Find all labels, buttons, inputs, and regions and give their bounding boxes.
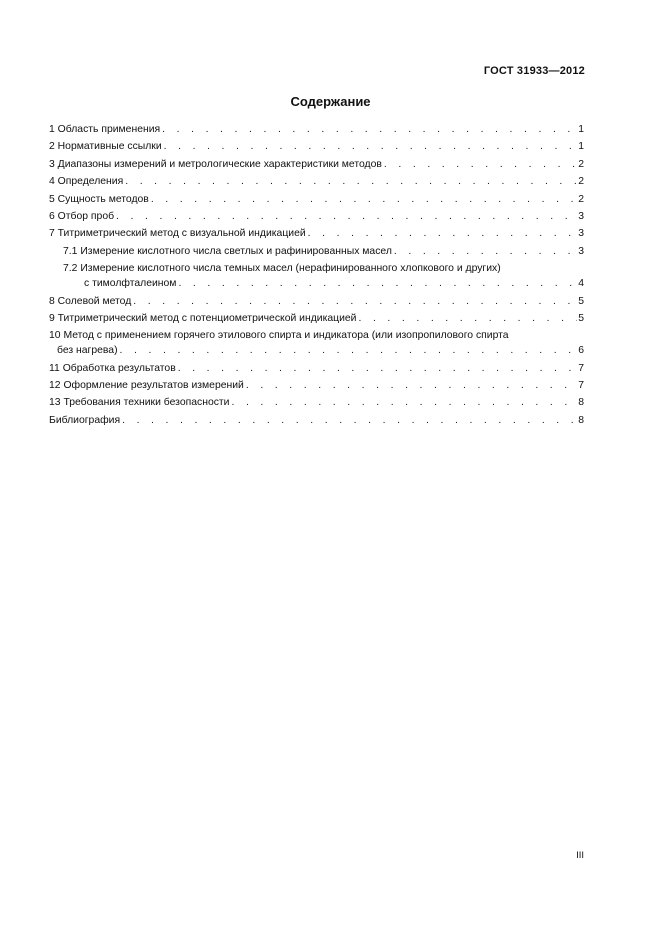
toc-entry-title: Диапазоны измерений и метрологические характеристики методов	[57, 158, 382, 170]
toc-entry-number: 10	[49, 330, 64, 342]
dot-leader	[160, 122, 577, 137]
toc-entry-number: 2	[49, 141, 58, 153]
toc-entry-number: 1	[49, 124, 58, 135]
page-number: III	[576, 850, 584, 861]
dot-leader	[118, 343, 578, 358]
toc-entry-number: 7	[49, 228, 58, 240]
toc-entry-title: Солевой метод	[57, 295, 132, 307]
toc-entry-12[interactable]	[49, 378, 584, 393]
toc-entry-title-continued: с тимолфталеином	[84, 278, 177, 290]
toc-entry-8[interactable]	[49, 294, 584, 309]
toc-entry-title: Титриметрический метод с визуальной индикацией	[57, 228, 306, 240]
toc-entry-number: 6	[49, 210, 58, 222]
toc-entry-title-continued: без нагрева)	[57, 345, 118, 357]
toc-entry-title: Нормативные ссылки	[57, 141, 162, 153]
toc-entry-title: Отбор проб	[57, 210, 115, 222]
toc-entry-number: 11	[49, 362, 63, 374]
toc-entry-10[interactable]	[49, 328, 584, 358]
toc-entry-page: 1	[578, 124, 584, 135]
toc-entry-title: Титриметрический метод с потенциометрической индикацией	[57, 312, 357, 324]
toc-entry-page: 8	[578, 414, 584, 426]
toc-entry-number: 7.2	[63, 263, 81, 275]
dot-leader	[162, 139, 578, 154]
toc-entry-5[interactable]	[49, 192, 584, 207]
toc-entry-page: 5	[578, 295, 584, 307]
toc-entry-page: 3	[578, 210, 584, 222]
toc-entry-number: 3	[49, 158, 58, 170]
toc-entry-title: Оформление результатов измерений	[63, 380, 244, 392]
toc-entry-title: Обработка результатов	[62, 362, 176, 374]
toc-entry-1[interactable]	[49, 122, 584, 137]
toc-entry-title: Определения	[57, 176, 124, 188]
toc-entry-6[interactable]	[49, 209, 584, 224]
toc-entry-title: Измерение кислотного числа светлых и рафинированных масел	[80, 245, 392, 257]
standard-code: ГОСТ 31933—2012	[483, 65, 585, 77]
toc-entry-7-2[interactable]	[49, 261, 584, 291]
dot-leader	[392, 244, 577, 259]
toc-entry-number: 8	[49, 295, 58, 307]
toc-entry-13[interactable]	[49, 395, 584, 410]
toc-entry-number: 5	[49, 193, 58, 205]
dot-leader	[176, 276, 577, 291]
toc-entry-11[interactable]	[49, 361, 584, 376]
dot-leader	[149, 192, 577, 207]
toc-entry-number: 9	[49, 312, 58, 324]
toc-entry-bibliography[interactable]	[49, 413, 584, 428]
toc-entry-number: 13	[49, 397, 64, 409]
dot-leader	[306, 226, 578, 241]
dot-leader	[114, 209, 577, 224]
toc-entry-page: 2	[578, 176, 584, 188]
dot-leader	[120, 413, 577, 428]
toc-entry-title: Метод с применением горячего этилового спирта и индикатора (или изопропилового спирта	[63, 330, 509, 342]
toc-entry-3[interactable]	[49, 157, 584, 172]
toc-entry-title: Измерение кислотного числа темных масел (нерафинированного хлопкового и других)	[80, 263, 501, 275]
toc-entry-page: 2	[578, 158, 584, 170]
toc-entry-number: 4	[49, 176, 58, 188]
dot-leader	[229, 395, 577, 410]
toc-entry-7[interactable]	[49, 226, 584, 241]
toc-entry-page: 7	[578, 362, 584, 374]
toc-entry-title: Требования техники безопасности	[63, 397, 230, 409]
toc-entry-title: Область применения	[57, 124, 161, 135]
dot-leader	[131, 294, 577, 309]
toc-entry-7-1[interactable]	[49, 244, 584, 259]
dot-leader	[382, 157, 577, 172]
toc-entry-2[interactable]	[49, 139, 584, 154]
toc-entry-page: 5	[578, 312, 584, 324]
toc-entry-number: 7.1	[63, 245, 81, 257]
toc-entry-9[interactable]	[49, 311, 584, 326]
toc-entry-page: 4	[578, 278, 584, 290]
dot-leader	[123, 174, 577, 189]
table-of-contents	[49, 122, 584, 430]
toc-entry-page: 3	[578, 228, 584, 240]
toc-entry-page: 6	[578, 345, 584, 357]
toc-entry-title: Библиография	[49, 414, 121, 426]
toc-entry-title: Сущность методов	[57, 193, 149, 205]
toc-entry-number: 12	[49, 380, 64, 392]
toc-entry-page: 2	[578, 193, 584, 205]
dot-leader	[176, 361, 577, 376]
dot-leader	[244, 378, 577, 393]
toc-entry-page: 8	[578, 397, 584, 409]
toc-title: Содержание	[290, 94, 371, 109]
toc-entry-4[interactable]	[49, 174, 584, 189]
toc-entry-page: 7	[578, 380, 584, 392]
dot-leader	[356, 311, 577, 326]
toc-entry-page: 3	[578, 245, 584, 257]
toc-entry-page: 1	[578, 141, 584, 153]
